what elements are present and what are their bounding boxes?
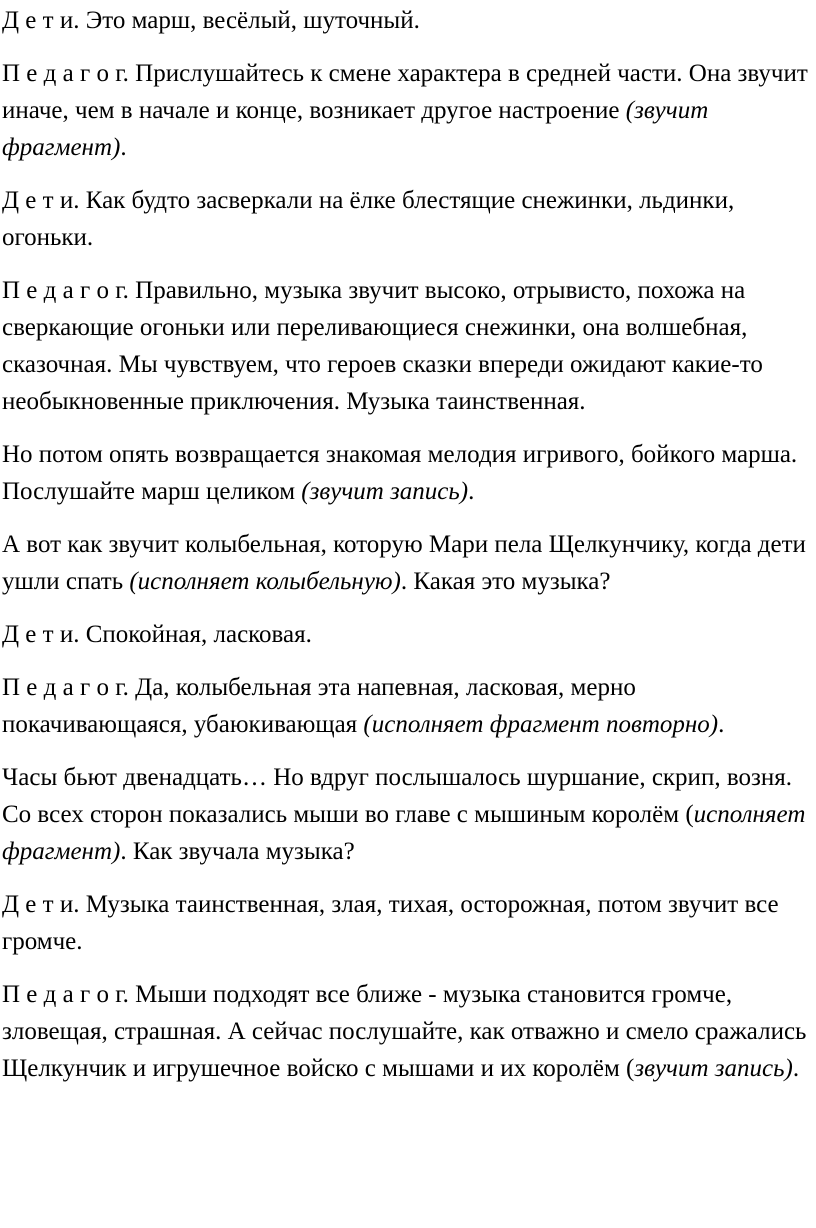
paragraph	[2, 976, 808, 1087]
text-run: .	[120, 134, 127, 161]
text-run: . Как будто засверкали на ёлке блестящие снежинки, льдинки, огоньки.	[2, 187, 735, 251]
speaker-label: П е д а г о г	[2, 60, 123, 87]
text-run: . Это марш, весёлый, шуточный.	[73, 7, 420, 34]
text-run: .	[718, 711, 725, 738]
paragraph	[2, 272, 808, 420]
text-run: . Правильно, музыка звучит высоко, отрывисто, похожа на сверкающие огоньки или переливающиеся снежинки, она волшебная, сказочная. Мы чувствуем, что героев сказки впереди ожидают какие-то необыкновенные приключения. Музыка таинственная.	[2, 277, 763, 415]
speaker-label: Д е т и	[2, 891, 74, 918]
stage-direction: (исполняет фрагмент повторно)	[363, 711, 719, 738]
speaker-label: Д е т и	[2, 187, 74, 214]
text-run: А вот как звучит колыбельная, которую Мари пела Щелкунчику, когда дети ушли спать	[2, 531, 806, 595]
text-run: . Какая это музыка?	[400, 568, 611, 595]
paragraph	[2, 526, 808, 600]
paragraph	[2, 2, 808, 39]
text-run: . Музыка таинственная, злая, тихая, осторожная, потом звучит все громче.	[2, 891, 779, 955]
text-run: .	[792, 1055, 800, 1082]
paragraph	[2, 759, 808, 870]
text-run: . Как звучала музыка?	[120, 838, 355, 865]
text-run: . Прислушайтесь к смене характера в средней части. Она звучит иначе, чем в начале и конце, возникает другое настроение	[2, 60, 808, 124]
stage-direction: звучит запись)	[634, 1055, 793, 1082]
paragraph	[2, 669, 808, 743]
paragraph	[2, 616, 808, 653]
speaker-label: П е д а г о г	[2, 981, 123, 1008]
text-run: . Да, колыбельная эта напевная, ласковая, мерно покачивающаяся, убаюкивающая	[2, 674, 636, 738]
text-run: . Мыши подходят все ближе - музыка становится громче, зловещая, страшная. А сейчас послушайте, как отважно и смело сражались Щелкунчик и игрушечное войско с мышами и их королём (	[2, 981, 807, 1082]
paragraph	[2, 182, 808, 256]
text-run: Но потом опять возвращается знакомая мелодия игривого, бойкого марша. Послушайте марш целиком	[2, 441, 798, 505]
stage-direction: (исполняет колыбельную)	[129, 568, 401, 595]
speaker-label: Д е т и	[2, 621, 74, 648]
stage-direction: исполняет фрагмент)	[2, 801, 806, 865]
text-run: Часы бьют двенадцать… Но вдруг послышалось шуршание, скрип, возня. Со всех сторон показались мыши во главе с мышиным королём (	[2, 764, 792, 828]
text-run: .	[468, 478, 475, 505]
speaker-label: П е д а г о г	[2, 277, 123, 304]
stage-direction: (звучит фрагмент)	[2, 97, 709, 161]
speaker-label: П е д а г о г	[2, 674, 123, 701]
stage-direction: (звучит запись)	[301, 478, 469, 505]
paragraph	[2, 55, 808, 166]
text-run: . Спокойная, ласковая.	[73, 621, 312, 648]
paragraph	[2, 886, 808, 960]
paragraph	[2, 436, 808, 510]
speaker-label: Д е т и	[2, 7, 74, 34]
